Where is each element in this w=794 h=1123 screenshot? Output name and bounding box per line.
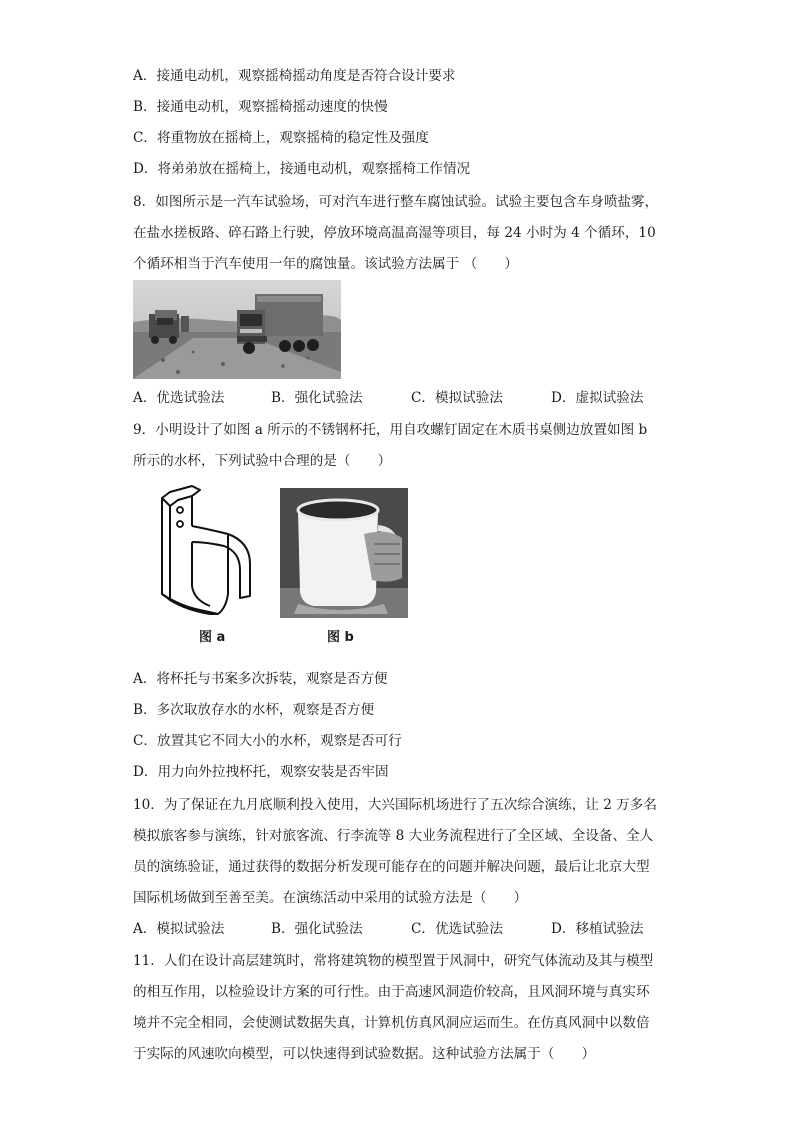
q8-stem-line-2: 在盐水搓板路、碎石路上行驶，停放环境高温高湿等项目，每 24 小时为 4 个循环，10: [133, 225, 656, 241]
q9-option-c: C．放置其它不同大小的水杯，观察是否可行: [133, 733, 402, 749]
truck-test-photo: [133, 280, 341, 379]
q10-option-d: D．移植试验法: [551, 921, 644, 937]
q10-stem-line-3: 员的演练验证，通过获得的数据分析发现可能存在的问题并解决问题，最后让北京大型: [133, 859, 650, 875]
q10-option-b: B．强化试验法: [271, 921, 363, 937]
q11-stem-line-4: 于实际的风速吹向模型，可以快速得到试验数据。这种试验方法属于（ ）: [133, 1046, 596, 1062]
q9-option-a: A．将杯托与书案多次拆装，观察是否方便: [133, 671, 388, 687]
q8-option-b: B．强化试验法: [271, 390, 363, 406]
q9-option-d: D．用力向外拉拽杯托，观察安装是否牢固: [133, 764, 389, 780]
q8-stem-line-3: 个循环相当于汽车使用一年的腐蚀量。该试验方法属于 （ ）: [133, 256, 518, 272]
cup-holder-figure: [140, 484, 270, 624]
figure-a-label: 图 a: [199, 630, 226, 645]
q7-option-c: C．将重物放在摇椅上，观察摇椅的稳定性及强度: [133, 130, 429, 146]
q7-option-a: A．接通电动机，观察摇椅摇动角度是否符合设计要求: [133, 68, 456, 84]
q8-option-a: A．优选试验法: [133, 390, 225, 406]
q7-option-b: B．接通电动机，观察摇椅摇动速度的快慢: [133, 99, 388, 115]
q9-option-b: B．多次取放存水的水杯，观察是否方便: [133, 702, 375, 718]
q10-stem-line-2: 模拟旅客参与演练，针对旅客流、行李流等 8 大业务流程进行了全区域、全设备、全人: [133, 828, 654, 844]
q8-option-c: C．模拟试验法: [411, 390, 503, 406]
q10-option-a: A．模拟试验法: [133, 921, 225, 937]
q11-stem-line-2: 的相互作用，以检验设计方案的可行性。由于高速风洞造价较高，且风洞环境与真实环: [133, 984, 650, 1000]
q10-stem-line-1: 10．为了保证在九月底顺利投入使用，大兴国际机场进行了五次综合演练，让 2 万多名: [133, 797, 657, 813]
q11-stem-line-1: 11．人们在设计高层建筑时，常将建筑物的模型置于风洞中，研究气体流动及其与模型: [133, 953, 654, 969]
q7-option-d: D．将弟弟放在摇椅上，接通电动机，观察摇椅工作情况: [133, 161, 471, 177]
q9-stem-line-2: 所示的水杯，下列试验中合理的是（ ）: [133, 453, 392, 469]
q8-option-d: D．虚拟试验法: [551, 390, 644, 406]
q8-stem-line-1: 8．如图所示是一汽车试验场，可对汽车进行整车腐蚀试验。试验主要包含车身喷盐雾，: [133, 194, 659, 210]
mug-photo: [280, 488, 408, 618]
q10-stem-line-4: 国际机场做到至善至美。在演练活动中采用的试验方法是（ ）: [133, 890, 528, 906]
figure-b-label: 图 b: [327, 630, 354, 645]
q11-stem-line-3: 境并不完全相同，会使测试数据失真，计算机仿真风洞应运而生。在仿真风洞中以数倍: [133, 1015, 650, 1031]
q10-option-c: C．优选试验法: [411, 921, 503, 937]
q9-stem-line-1: 9．小明设计了如图 a 所示的不锈钢杯托，用自攻螺钉固定在木质书桌侧边放置如图 b: [133, 422, 648, 438]
